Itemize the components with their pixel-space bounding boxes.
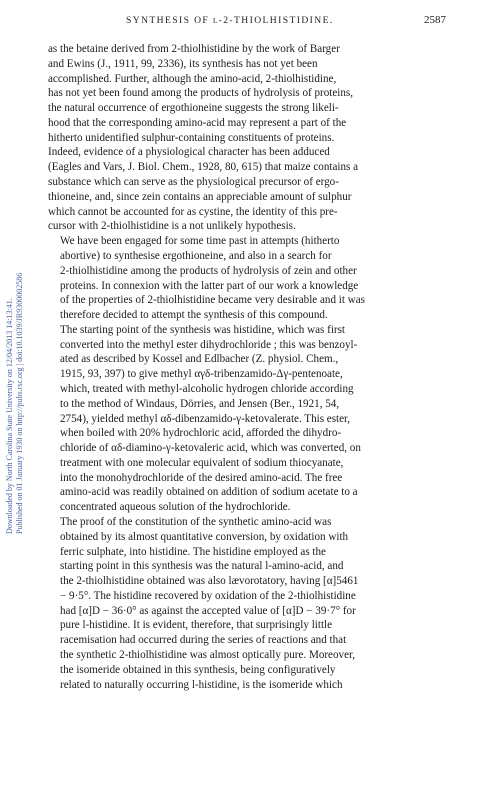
text-line: hood that the corresponding amino-acid may represent a part of the <box>48 116 347 129</box>
text-line: as the betaine derived from 2-thiolhistidine by the work of Barger <box>48 43 340 55</box>
text-line: The starting point of the synthesis was histidine, which was first <box>60 323 346 336</box>
text-line: hitherto unidentified sulphur-containing constituents of proteins. <box>48 131 335 144</box>
text-line: Indeed, evidence of a physiological character has been adduced <box>48 146 330 159</box>
publication-notice <box>15 64 29 534</box>
paragraph <box>48 234 446 323</box>
text-line: amino-acid was readily obtained on addition of sodium acetate to a <box>60 486 358 499</box>
text-line: when boiled with 20% hydrochloric acid, afforded the dihydro- <box>60 427 342 440</box>
text-line: starting point in this synthesis was the natural l-amino-acid, and <box>60 560 344 573</box>
text-line: abortive) to synthesise ergothioneine, and also in a search for <box>60 249 332 262</box>
text-line: ated as described by Kossel and Edlbacher (Z. physiol. Chem., <box>60 353 339 366</box>
text-line: related to naturally occurring l-histidine, is the isomeride which <box>60 678 343 691</box>
publication-doi-link[interactable]: Published on 01 January 1930 on http://pubs.rsc.org | doi:10.1039/JR9300002586 <box>15 272 24 534</box>
text-line: accomplished. Further, although the amino-acid, 2-thiolhistidine, <box>48 72 337 85</box>
running-header <box>48 14 446 30</box>
text-line: pure l-histidine. It is evident, therefore, that surprisingly little <box>60 619 333 632</box>
text-line: therefore decided to attempt the synthesis of this compound. <box>60 309 328 322</box>
text-line: − 9·5°. The histidine recovered by oxidation of the 2-thiolhistidine <box>60 589 356 602</box>
paragraph <box>48 323 446 515</box>
text-line: the isomeride obtained in this synthesis, being configuratively <box>60 663 336 676</box>
text-line: had [α]D − 36·0° as against the accepted value of [α]D − 39·7° for <box>60 604 356 617</box>
text-line: proteins. In connexion with the latter part of our work a knowledge <box>60 279 359 292</box>
text-line: chloride of αδ-diamino-γ-ketovaleric acid, which was converted, on <box>60 442 361 455</box>
text-line: and Ewins (J., 1911, 99, 2336), its synthesis has not yet been <box>48 57 318 70</box>
text-line: cursor with 2-thiolhistidine is a not unlikely hypothesis. <box>48 220 296 233</box>
text-line: converted into the methyl ester dihydrochloride ; this was benzoyl- <box>60 338 358 351</box>
article-body <box>48 42 446 692</box>
text-line: the 2-thiolhistidine obtained was also lævorotatory, having [α]5461 <box>60 575 359 588</box>
paragraph <box>48 515 446 692</box>
text-line: which cannot be accounted for as cystine, the identity of this pre- <box>48 205 338 218</box>
download-notice-text[interactable]: Downloaded by North Carolina State University on 12/04/2013 14:13:41. <box>5 298 14 534</box>
text-line: the synthetic 2-thiolhistidine was almost optically pure. Moreover, <box>60 649 356 662</box>
text-line: thioneine, and, since zein contains an appreciable amount of sulphur <box>48 190 352 203</box>
text-line: 2-thiolhistidine among the products of hydrolysis of zein and other <box>60 264 357 277</box>
text-line: which, treated with methyl-alcoholic hydrogen chloride according <box>60 382 354 395</box>
text-line: concentrated aqueous solution of the hydrochloride. <box>60 501 291 514</box>
text-line: the natural occurrence of ergothioneine suggests the strong likeli- <box>48 102 339 115</box>
text-line: (Eagles and Vars, J. Biol. Chem., 1928, 80, 615) that maize contains a <box>48 161 359 174</box>
text-line: has not yet been found among the products of hydrolysis of proteins, <box>48 87 354 100</box>
text-line: racemisation had occurred during the series of reactions and that <box>60 634 347 647</box>
text-line: ferric sulphate, into histidine. The histidine employed as the <box>60 545 326 558</box>
text-line: 1915, 93, 397) to give methyl αγδ-tribenzamido-Δγ-pentenoate, <box>60 368 343 381</box>
paragraph <box>48 42 446 234</box>
running-title: SYNTHESIS OF l-2-THIOLHISTIDINE. <box>126 15 334 26</box>
text-line: We have been engaged for some time past in attempts (hitherto <box>60 235 340 248</box>
text-line: The proof of the constitution of the synthetic amino-acid was <box>60 516 332 528</box>
text-line: treatment with one molecular equivalent of sodium thiocyanate, <box>60 456 344 469</box>
text-line: into the monohydrochloride of the desired amino-acid. The free <box>60 471 343 484</box>
text-line: obtained by its almost quantitative conversion, by oxidation with <box>60 530 349 543</box>
text-line: of the properties of 2-thiolhistidine became very desirable and it was <box>60 294 365 307</box>
text-line: substance which can serve as the physiological precursor of ergo- <box>48 176 339 189</box>
text-line: 2754), yielded methyl αδ-dibenzamido-γ-ketovalerate. This ester, <box>60 412 351 425</box>
text-line: to the method of Windaus, Dörries, and Jensen (Ber., 1921, 54, <box>60 397 340 410</box>
page-number: 2587 <box>424 14 446 26</box>
